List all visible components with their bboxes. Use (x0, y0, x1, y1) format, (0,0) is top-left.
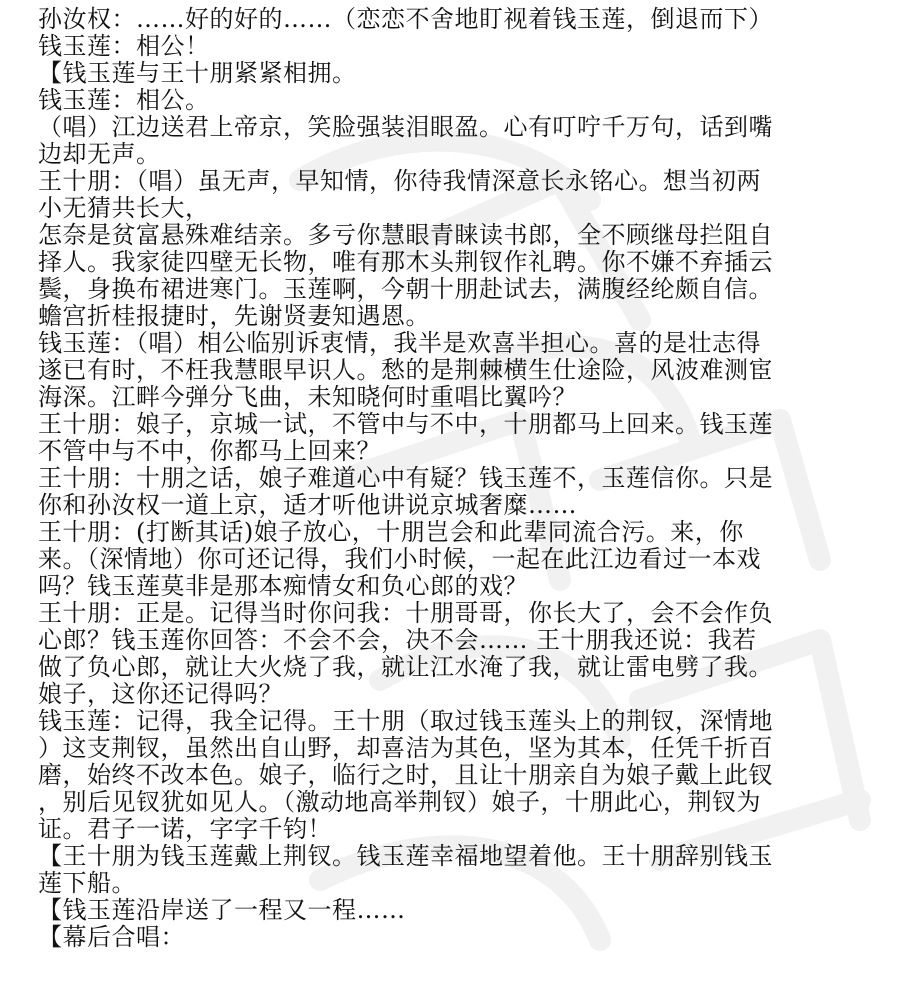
text-line: 孙汝权：……好的好的……（恋恋不舍地盯视着钱玉莲，倒退而下） (38, 5, 773, 33)
text-line: 【幕后合唱： (38, 923, 185, 951)
text-line: 证。君子一诺，字字千钧！ (38, 815, 332, 843)
text-line: 王十朋：十朋之话，娘子难道心中有疑？钱玉莲不，玉莲信你。只是 (38, 464, 773, 492)
text-line: 磨，始终不改本色。娘子，临行之时，且让十朋亲自为娘子戴上此钗 (38, 761, 773, 789)
text-line: 【钱玉莲沿岸送了一程又一程…… (38, 896, 406, 924)
text-line: ）这支荆钗，虽然出自山野，却喜洁为其色，坚为其本，任凭千折百 (38, 734, 773, 762)
text-line: 【钱玉莲与王十朋紧紧相拥。 (38, 59, 357, 87)
text-line: 蟾宫折桂报捷时，先谢贤妻知遇恩。 (38, 302, 430, 330)
script-text (38, 6, 883, 951)
text-line: 钱玉莲：相公。 (38, 86, 210, 114)
text-line: 王十朋：(打断其话)娘子放心，十朋岂会和此辈同流合污。来，你 (38, 518, 744, 546)
text-line: 钱玉莲：（唱）相公临别诉衷情，我半是欢喜半担心。喜的是壮志得 (38, 329, 761, 357)
text-line: ，别后见钗犹如见人。（激动地高举荆钗）娘子，十朋此心，荆钗为 (38, 788, 761, 816)
text-line: 不管中与不中，你都马上回来？ (38, 437, 381, 465)
text-line: 怎奈是贫富悬殊难结亲。多亏你慧眼青睐读书郎，全不顾继母拦阻自 (38, 221, 773, 249)
text-line: 择人。我家徒四壁无长物，唯有那木头荆钗作礼聘。你不嫌不弃插云 (38, 248, 773, 276)
text-line: 边却无声。 (38, 140, 161, 168)
text-line: 海深。江畔今弹分飞曲，未知晓何时重唱比翼吟？ (38, 383, 577, 411)
text-line: 心郎？钱玉莲你回答：不会不会，决不会…… 王十朋我还说：我若 (38, 626, 757, 654)
text-line: 娘子，这你还记得吗？ (38, 680, 283, 708)
text-line: 钱玉莲：相公！ (38, 32, 210, 60)
text-line: 鬓，身换布裙进寒门。玉莲啊，今朝十朋赴试去，满腹经纶颇自信。 (38, 275, 773, 303)
text-line: （唱）江边送君上帝京，笑脸强装泪眼盈。心有叮咛千万句，话到嘴 (38, 113, 773, 141)
text-line: 小无猜共长大， (38, 194, 210, 222)
text-line: 王十朋：正是。记得当时你问我：十朋哥哥，你长大了，会不会作负 (38, 599, 773, 627)
text-line: 莲下船。 (38, 869, 136, 897)
text-line: 钱玉莲：记得，我全记得。王十朋（取过钱玉莲头上的荆钗，深情地 (38, 707, 773, 735)
text-line: 遂已有时，不枉我慧眼早识人。愁的是荆棘横生仕途险，风波难测宦 (38, 356, 773, 384)
text-line: 做了负心郎，就让大火烧了我，就让江水淹了我，就让雷电劈了我。 (38, 653, 773, 681)
text-line: 【王十朋为钱玉莲戴上荆钗。钱玉莲幸福地望着他。王十朋辞别钱玉 (38, 842, 773, 870)
text-line: 王十朋：（唱）虽无声，早知情，你待我情深意长永铭心。想当初两 (38, 167, 761, 195)
text-line: 来。（深情地）你可还记得，我们小时候，一起在此江边看过一本戏 (38, 545, 761, 573)
text-line: 你和孙汝权一道上京，适才听他讲说京城奢糜…… (38, 491, 577, 519)
text-line: 王十朋：娘子，京城一试，不管中与不中，十朋都马上回来。钱玉莲 (38, 410, 773, 438)
text-line: 吗？钱玉莲莫非是那本痴情女和负心郎的戏？ (38, 572, 528, 600)
